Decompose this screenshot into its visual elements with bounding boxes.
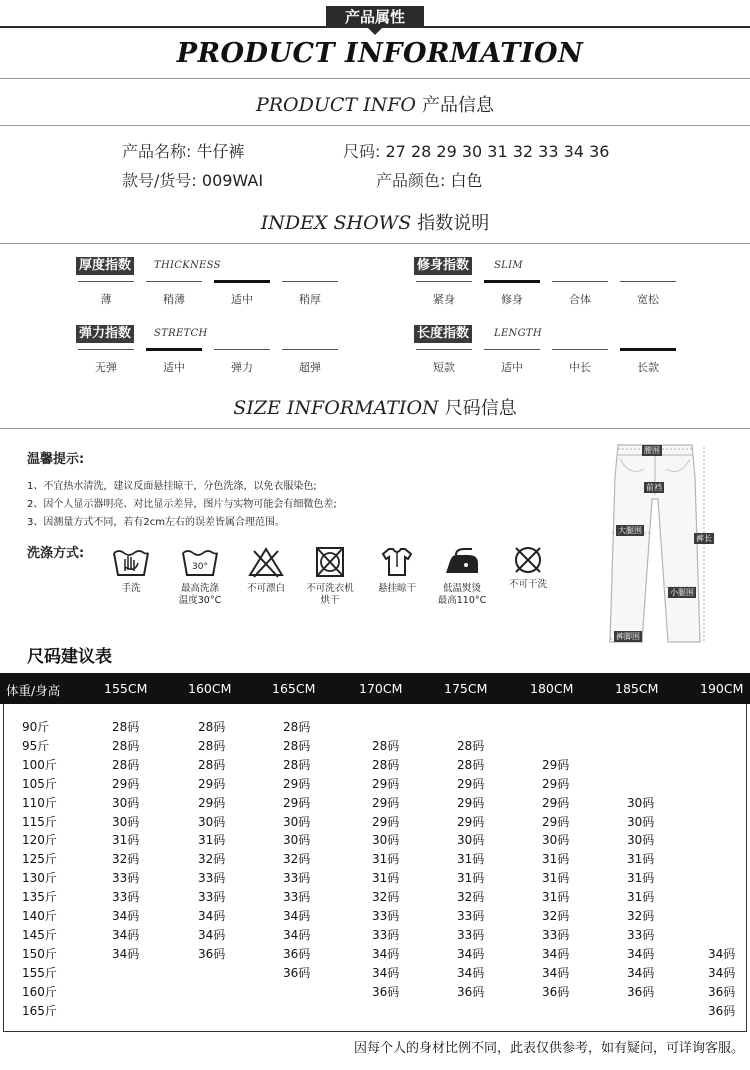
size-cell: 32码 [283, 852, 311, 867]
wash-item [496, 545, 560, 591]
size-cell: 29码 [198, 776, 226, 791]
size-cell: 34码 [198, 909, 226, 923]
thickness-index [76, 257, 346, 313]
height-header: 155CM [104, 681, 148, 696]
weight-cell: 90斤 [22, 720, 50, 734]
wash-label: 不可干洗 [508, 579, 547, 590]
stretch-badge: 弹力指数 [76, 325, 134, 343]
size-cell: 32码 [627, 909, 655, 923]
wash-title: 洗涤方式: [27, 546, 85, 561]
size-cell: 31码 [112, 833, 140, 848]
wash-label: 悬挂晾干 [377, 583, 416, 594]
size-cell: 31码 [542, 852, 570, 867]
no-dry-clean-icon [508, 545, 548, 575]
size-cell: 33码 [542, 927, 570, 942]
weight-cell: 155斤 [22, 965, 57, 980]
low-iron-icon [442, 545, 482, 579]
size-cell: 29码 [198, 795, 226, 810]
weight-cell: 110斤 [22, 795, 57, 810]
thickness-scale [76, 281, 346, 311]
divider [0, 78, 750, 79]
size-cell: 29码 [283, 795, 311, 810]
table-row [0, 1002, 750, 1020]
size-cell: 31码 [372, 852, 400, 867]
size-cell: 34码 [457, 946, 485, 961]
thickness-en: THICKNESS [154, 260, 221, 271]
wash-label: 温度30°C [178, 595, 222, 606]
length-level: 适中 [484, 349, 540, 379]
size-table-title: 尺码建议表 [27, 647, 112, 667]
product-sizes-label: 尺码: [343, 142, 381, 161]
size-cell: 28码 [112, 738, 140, 753]
size-cell: 30码 [627, 795, 655, 810]
product-name-value: 牛仔裤 [196, 142, 245, 161]
size-table-corner: 体重/身高 [6, 683, 61, 698]
size-cell: 29码 [457, 795, 485, 810]
product-sizes-value: 27 28 29 30 31 32 33 34 36 [385, 142, 610, 161]
size-cell: 32码 [112, 852, 140, 867]
product-name-label: 产品名称: [122, 142, 192, 161]
weight-cell: 120斤 [22, 833, 57, 848]
page-title: PRODUCT INFORMATION [176, 38, 584, 69]
size-cell: 34码 [372, 946, 400, 961]
size-cell: 30码 [112, 814, 140, 829]
size-cell: 32码 [372, 890, 400, 905]
index-shows-heading [0, 209, 750, 235]
size-cell: 28码 [457, 738, 485, 753]
height-header: 190CM [700, 681, 744, 696]
product-style-label: 款号/货号: [122, 171, 197, 190]
size-cell: 30码 [112, 795, 140, 810]
index-shows-heading-cn: 指数说明 [417, 213, 490, 234]
table-row [0, 964, 750, 982]
size-cell: 34码 [198, 927, 226, 942]
wash-30-text: 30° [192, 562, 208, 572]
size-cell: 33码 [372, 909, 400, 923]
size-table-footnote: 因每个人的身材比例不同，此表仅供参考，如有疑问，可详询客服。 [353, 1041, 744, 1056]
stretch-level: 超弹 [282, 349, 338, 379]
length-level-selected: 长款 [620, 349, 676, 379]
stretch-level: 弹力 [214, 349, 270, 379]
size-cell: 32码 [542, 909, 570, 923]
height-header: 160CM [188, 681, 232, 696]
wash-item [168, 545, 232, 607]
table-row [0, 907, 750, 925]
size-cell: 34码 [283, 927, 311, 942]
table-row [0, 983, 750, 1001]
slim-index [414, 257, 694, 313]
size-table-header [0, 673, 750, 704]
product-name [122, 139, 245, 162]
size-cell: 30码 [283, 833, 311, 848]
size-info-heading-en: SIZE INFORMATION [233, 397, 439, 419]
size-cell: 28码 [372, 757, 400, 772]
size-cell: 28码 [283, 757, 311, 772]
size-cell: 30码 [283, 814, 311, 829]
table-row [0, 756, 750, 774]
height-header: 165CM [272, 681, 316, 696]
size-cell: 31码 [542, 871, 570, 886]
table-row [0, 737, 750, 755]
weight-cell: 160斤 [22, 984, 57, 999]
size-info-heading-cn: 尺码信息 [444, 398, 517, 419]
size-cell: 36码 [708, 984, 736, 999]
size-cell: 33码 [457, 909, 485, 923]
wash-item [234, 545, 298, 595]
size-info-heading [0, 394, 750, 420]
tip-line: 1、不宜热水清洗，建议反面悬挂晾干，分色洗涤，以免衣服染色; [27, 481, 317, 492]
size-cell: 34码 [112, 927, 140, 942]
size-cell: 30码 [198, 814, 226, 829]
wash-label: 最高110°C [437, 595, 487, 606]
thickness-level: 稍薄 [146, 281, 202, 311]
size-cell: 29码 [457, 776, 485, 791]
diagram-label-thigh: 大腿围 [618, 526, 642, 535]
weight-cell: 105斤 [22, 776, 57, 791]
size-cell: 29码 [542, 814, 570, 829]
height-header: 170CM [359, 681, 403, 696]
size-cell: 33码 [112, 890, 140, 905]
size-cell: 28码 [198, 757, 226, 772]
size-cell: 34码 [372, 965, 400, 980]
size-cell: 31码 [627, 852, 655, 867]
size-cell: 31码 [198, 833, 226, 848]
thickness-badge: 厚度指数 [76, 257, 134, 275]
product-info-heading [0, 91, 750, 117]
wash-item [365, 545, 429, 595]
diagram-label-calf: 小腿围 [670, 588, 694, 597]
table-row [0, 831, 750, 849]
size-cell: 36码 [198, 946, 226, 961]
size-cell: 28码 [112, 720, 140, 734]
no-bleach-icon [246, 545, 286, 579]
slim-level: 合体 [552, 281, 608, 311]
weight-cell: 145斤 [22, 927, 57, 942]
header-tab: 产品属性 [326, 6, 424, 28]
size-cell: 29码 [542, 757, 570, 772]
height-header: 180CM [530, 681, 574, 696]
size-cell: 30码 [542, 833, 570, 848]
height-header: 175CM [444, 681, 488, 696]
no-tumble-dry-icon [310, 545, 350, 579]
size-cell: 34码 [112, 946, 140, 961]
hand-wash-icon [111, 545, 151, 579]
wash-item [298, 545, 362, 607]
size-cell: 34码 [708, 946, 736, 961]
size-cell: 34码 [457, 965, 485, 980]
size-cell: 32码 [198, 852, 226, 867]
product-info-heading-cn: 产品信息 [422, 95, 495, 116]
size-cell: 30码 [457, 833, 485, 848]
weight-cell: 150斤 [22, 946, 57, 961]
divider [0, 428, 750, 429]
table-row [0, 850, 750, 868]
thickness-level: 稍厚 [282, 281, 338, 311]
size-cell: 28码 [457, 757, 485, 772]
table-row [0, 926, 750, 944]
size-cell: 30码 [627, 814, 655, 829]
product-info-heading-en: PRODUCT INFO [255, 94, 416, 116]
size-cell: 31码 [627, 890, 655, 905]
slim-scale [414, 281, 684, 311]
size-cell: 36码 [283, 946, 311, 961]
slim-level-selected: 修身 [484, 281, 540, 311]
size-cell: 29码 [372, 776, 400, 791]
header-tab-arrow [368, 28, 382, 35]
size-cell: 36码 [372, 984, 400, 999]
tip-line: 3、因测量方式不同，若有2cm左右的误差皆属合理范围。 [27, 517, 285, 528]
size-cell: 31码 [542, 890, 570, 905]
size-cell: 29码 [542, 776, 570, 791]
weight-cell: 165斤 [22, 1003, 57, 1018]
length-badge: 长度指数 [414, 325, 472, 343]
size-cell: 33码 [198, 890, 226, 905]
table-row [0, 945, 750, 963]
diagram-label-hem: 裤脚围 [616, 632, 640, 641]
size-cell: 36码 [708, 1003, 736, 1018]
diagram-label-length: 裤长 [696, 534, 712, 543]
length-scale [414, 349, 684, 379]
size-cell: 36码 [283, 965, 311, 980]
tips-title: 温馨提示: [27, 452, 85, 467]
product-style-value: 009WAI [201, 171, 264, 190]
wash-label: 低温熨烫 [442, 583, 481, 594]
product-sizes [343, 139, 609, 162]
divider [0, 243, 750, 244]
size-cell: 33码 [198, 871, 226, 886]
size-cell: 34码 [542, 965, 570, 980]
wash-label: 烘干 [320, 595, 340, 606]
size-cell: 31码 [372, 871, 400, 886]
weight-cell: 115斤 [22, 814, 57, 829]
size-cell: 34码 [708, 965, 736, 980]
size-cell: 30码 [372, 833, 400, 848]
size-cell: 29码 [283, 776, 311, 791]
product-style-number [122, 168, 263, 191]
divider [0, 125, 750, 126]
table-row [0, 888, 750, 906]
size-cell: 30码 [627, 833, 655, 848]
size-cell: 36码 [457, 984, 485, 999]
weight-cell: 100斤 [22, 757, 57, 772]
weight-cell: 135斤 [22, 890, 57, 905]
index-shows-heading-en: INDEX SHOWS [260, 212, 412, 234]
hang-dry-icon [377, 545, 417, 579]
table-row [0, 869, 750, 887]
product-color-value: 白色 [450, 171, 483, 190]
slim-badge: 修身指数 [414, 257, 472, 275]
weight-cell: 130斤 [22, 871, 57, 886]
size-cell: 34码 [627, 965, 655, 980]
table-row [0, 718, 750, 736]
wash-label: 不可漂白 [246, 583, 285, 594]
tip-line: 2、因个人显示器明亮、对比显示差异，图片与实物可能会有细微色差; [27, 499, 337, 510]
table-row [0, 794, 750, 812]
size-cell: 31码 [457, 852, 485, 867]
thickness-level-selected: 适中 [214, 281, 270, 311]
length-index [414, 325, 694, 381]
diagram-label-front-rise: 前裆 [646, 483, 662, 492]
length-en: LENGTH [494, 328, 542, 339]
table-row [0, 813, 750, 831]
height-header: 185CM [615, 681, 659, 696]
wash-item [99, 545, 163, 595]
stretch-level-selected: 适中 [146, 349, 202, 379]
size-cell: 29码 [372, 814, 400, 829]
wash-30-icon [180, 545, 220, 579]
size-cell: 28码 [112, 757, 140, 772]
size-cell: 33码 [283, 871, 311, 886]
size-cell: 34码 [112, 909, 140, 923]
size-cell: 33码 [372, 927, 400, 942]
stretch-level: 无弹 [78, 349, 134, 379]
weight-cell: 95斤 [22, 738, 50, 753]
product-color-label: 产品颜色: [376, 171, 446, 190]
size-cell: 34码 [283, 909, 311, 923]
stretch-index [76, 325, 346, 381]
size-cell: 28码 [283, 738, 311, 753]
size-cell: 33码 [112, 871, 140, 886]
size-cell: 31码 [627, 871, 655, 886]
size-cell: 36码 [542, 984, 570, 999]
size-cell: 29码 [457, 814, 485, 829]
stretch-scale [76, 349, 346, 379]
thickness-level: 薄 [78, 281, 134, 311]
weight-cell: 125斤 [22, 852, 57, 867]
length-level: 中长 [552, 349, 608, 379]
size-cell: 33码 [627, 927, 655, 942]
size-cell: 34码 [542, 946, 570, 961]
stretch-en: STRETCH [154, 328, 208, 339]
size-cell: 36码 [627, 984, 655, 999]
slim-level: 紧身 [416, 281, 472, 311]
wash-label: 最高洗涤 [180, 583, 219, 594]
wash-item [430, 545, 494, 607]
size-cell: 28码 [372, 738, 400, 753]
size-cell: 28码 [283, 720, 311, 734]
size-cell: 32码 [457, 890, 485, 905]
size-cell: 33码 [283, 890, 311, 905]
size-cell: 34码 [627, 946, 655, 961]
size-cell: 29码 [372, 795, 400, 810]
product-color [376, 168, 483, 191]
length-level: 短款 [416, 349, 472, 379]
diagram-label-waist: 腰围 [644, 446, 660, 455]
size-cell: 29码 [542, 795, 570, 810]
size-cell: 29码 [112, 776, 140, 791]
pants-measurement-diagram [600, 437, 720, 647]
table-row [0, 775, 750, 793]
wash-label: 手洗 [121, 583, 141, 594]
size-cell: 28码 [198, 738, 226, 753]
size-cell: 28码 [198, 720, 226, 734]
wash-label: 不可洗衣机 [306, 583, 354, 594]
size-cell: 33码 [457, 927, 485, 942]
weight-cell: 140斤 [22, 909, 57, 923]
slim-en: SLIM [494, 260, 523, 271]
size-cell: 31码 [457, 871, 485, 886]
slim-level: 宽松 [620, 281, 676, 311]
